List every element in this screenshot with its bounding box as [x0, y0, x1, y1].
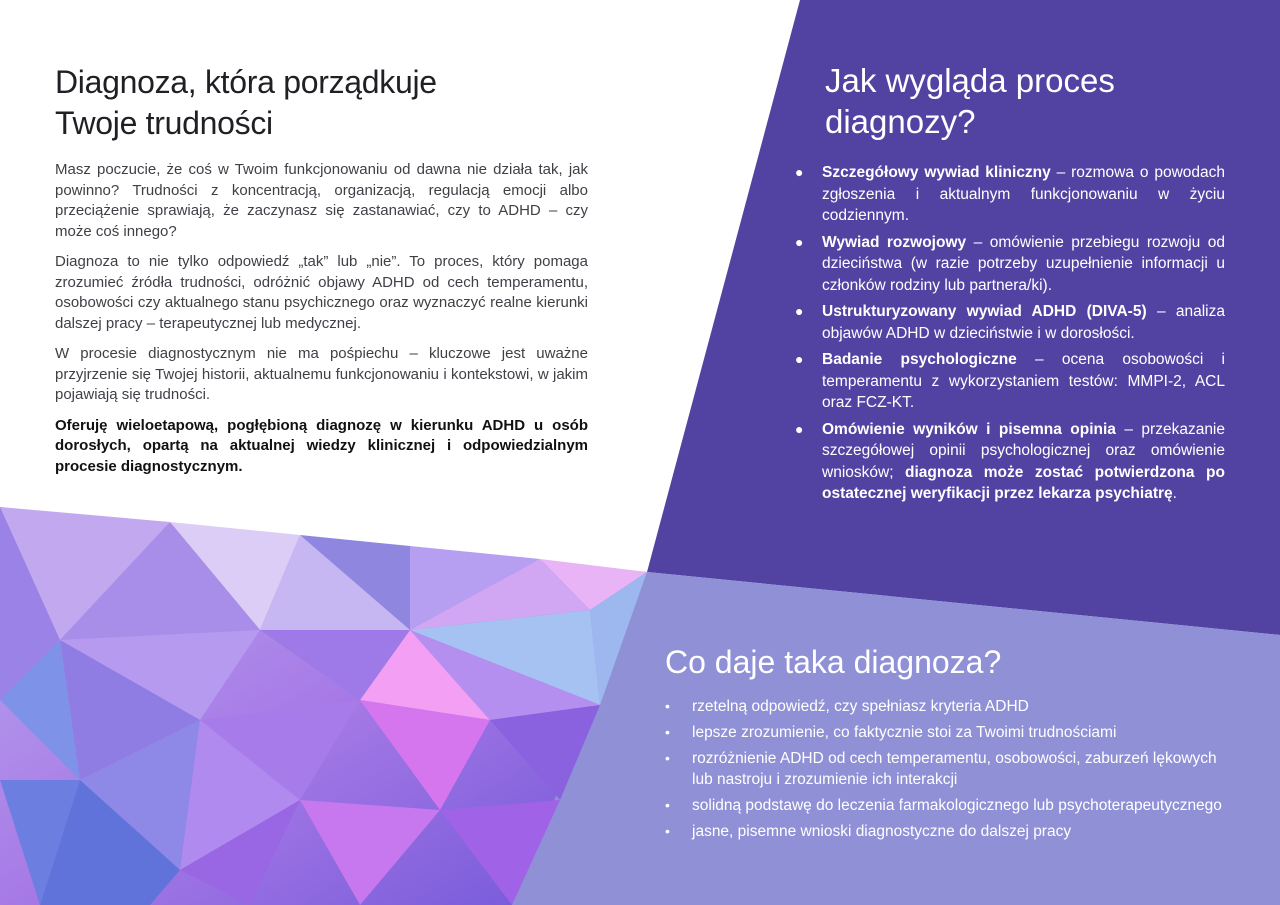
intro-paragraph: Masz poczucie, że coś w Twoim funkcjonowaniu od dawna nie działa tak, jak powinno? Trudności z koncentracją, organizacją, regulacją emocji albo przeciążenie sprawiają, że zaczynasz się zastanawiać, czy to ADHD – czy może coś innego? [55, 161, 588, 240]
process-title-line: Jak wygląda proces [825, 62, 1115, 99]
process-step-title: Ustrukturyzowany wywiad ADHD (DIVA-5) [822, 303, 1147, 320]
process-step [795, 419, 1225, 505]
process-section [795, 60, 1225, 510]
bullet-dot-icon: ● [795, 233, 804, 250]
bullet-dot-icon: ● [795, 420, 804, 437]
process-step-text: – analiza objawów ADHD w dzieciństwie i w dorosłości. [822, 303, 1225, 342]
process-step-title: Szczegółowy wywiad kliniczny [822, 164, 1051, 181]
benefit-item [665, 795, 1240, 816]
benefit-text: lepsze zrozumienie, co faktycznie stoi za Twoimi trudnościami [692, 724, 1117, 741]
process-step-emphasis: diagnoza może zostać potwierdzona po ostatecznej weryfikacji przez lekarza psychiatrę [822, 463, 1225, 502]
bullet-dot-icon: • [665, 823, 670, 839]
benefits-title: Co daje taka diagnoza? [665, 644, 1002, 680]
intro-title-line: Diagnoza, która porządkuje [55, 64, 437, 100]
process-step [795, 301, 1225, 344]
benefit-item [665, 821, 1240, 842]
benefit-item [665, 696, 1240, 717]
bullet-dot-icon: • [665, 724, 670, 740]
bullet-dot-icon: • [665, 750, 670, 766]
bullet-dot-icon: ● [795, 164, 804, 180]
benefit-text: rozróżnienie ADHD od cech temperamentu, osobowości, zaburzeń lękowych lub nastroju i zrozumienie ich interakcji [692, 750, 1217, 788]
bullet-dot-icon: • [665, 698, 670, 714]
intro-paragraph: Diagnoza to nie tylko odpowiedź „tak” lub „nie”. To proces, który pomaga zrozumieć źródła trudności, odróżnić objawy ADHD od cech temperamentu, osobowości czy aktualnego stanu psychicznego oraz wyznaczyć realne kierunki dalszej pracy – terapeutycznej lub medycznej. [55, 253, 588, 332]
benefit-text: solidną podstawę do leczenia farmakologicznego lub psychoterapeutycznego [692, 797, 1222, 814]
intro-title-line: Twoje trudności [55, 105, 273, 141]
process-step-text: – ocena osobowości i temperamentu z wykorzystaniem testów: MMPI-2, ACL oraz FCZ-KT. [822, 351, 1225, 411]
intro-paragraph: W procesie diagnostycznym nie ma pośpiechu – kluczowe jest uważne przyjrzenie się Twojej historii, aktualnemu funkcjonowaniu i kontekstowi, w jakim pojawiają się trudności. [55, 345, 588, 403]
benefits-list [665, 696, 1240, 842]
process-step [795, 232, 1225, 297]
intro-offer-statement: Oferuję wieloetapową, pogłębioną diagnozę w kierunku ADHD u osób dorosłych, opartą na aktualnej wiedzy klinicznej i odpowiedzialnym procesie diagnostycznym. [55, 416, 588, 475]
benefit-text: jasne, pisemne wnioski diagnostyczne do dalszej pracy [692, 823, 1072, 840]
process-step-text: – rozmowa o powodach zgłoszenia i aktualnym funkcjonowaniu w życiu codziennym. [822, 164, 1225, 224]
process-step-title: Badanie psychologiczne [822, 351, 1017, 368]
process-steps-list [795, 162, 1225, 505]
intro-title [55, 62, 588, 144]
benefit-item [665, 722, 1240, 743]
benefit-text: rzetelną odpowiedź, czy spełniasz kryteria ADHD [692, 698, 1029, 715]
bullet-dot-icon: ● [795, 303, 804, 319]
process-step-text: – przekazanie szczegółowej opinii psychologicznej oraz omówienie wniosków; [822, 420, 1225, 481]
process-step-title: Wywiad rozwojowy [822, 233, 967, 251]
bullet-dot-icon: • [665, 797, 670, 813]
process-title-line: diagnozy? [825, 103, 976, 140]
process-step-title: Omówienie wyników i pisemna opinia [822, 420, 1116, 438]
process-step [795, 162, 1225, 227]
process-title [825, 60, 1225, 142]
benefits-section [665, 642, 1240, 847]
process-step-tail: . [1172, 485, 1177, 502]
bullet-dot-icon: ● [795, 351, 804, 367]
process-step [795, 349, 1225, 414]
benefit-item [665, 748, 1240, 790]
process-step-text: – omówienie przebiegu rozwoju od dzieciństwa (w razie potrzeby uzupełnienie informacji u członków rodziny lub partnera/ki). [822, 233, 1226, 294]
intro-section [55, 62, 588, 487]
